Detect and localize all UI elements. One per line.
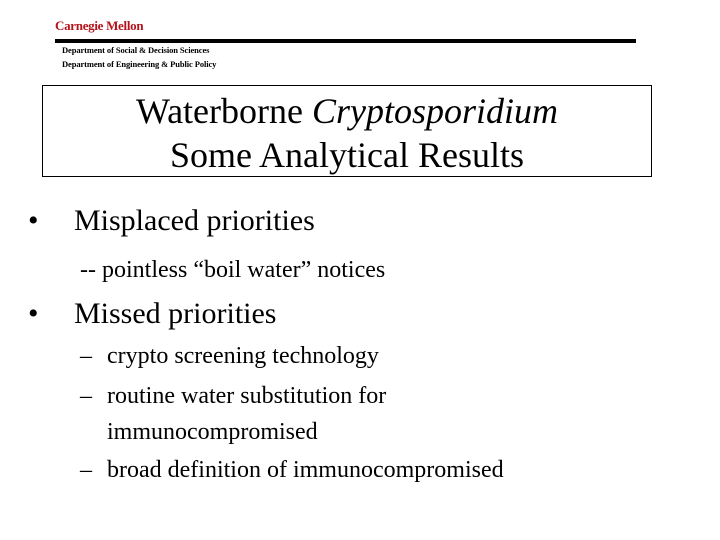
sub-bullet-marker: – <box>80 343 92 369</box>
sub-bullet-text: crypto screening technology <box>107 343 379 369</box>
sub-bullet-text: pointless “boil water” notices <box>101 257 386 283</box>
sub-bullet-marker: -- <box>80 257 96 283</box>
bullet-text: Misplaced priorities <box>74 204 315 237</box>
bullet-text: Missed priorities <box>74 297 277 330</box>
slide-title-box <box>42 85 652 177</box>
carnegie-mellon-logo: Carnegie Mellon <box>55 18 144 33</box>
sub-bullet-continuation: immunocompromised <box>107 419 318 445</box>
bullet-marker: • <box>28 297 39 330</box>
header-rule <box>55 39 636 43</box>
department-line-2: Department of Engineering & Public Policy <box>62 59 217 69</box>
title-plain-text: Waterborne <box>135 91 312 131</box>
sub-bullet-item <box>80 256 385 284</box>
title-line-2: Some Analytical Results <box>170 135 524 175</box>
bullet-item <box>28 204 315 238</box>
department-line-1: Department of Social & Decision Sciences <box>62 45 210 55</box>
title-line-1 <box>43 89 651 133</box>
sub-bullet-item <box>80 342 379 370</box>
title-italic-text: Cryptosporidium <box>311 91 559 131</box>
sub-bullet-item <box>80 456 504 484</box>
sub-bullet-marker: – <box>80 457 92 483</box>
sub-bullet-text: broad definition of immunocompromised <box>107 457 504 483</box>
bullet-marker: • <box>28 204 39 237</box>
bullet-item <box>28 297 277 331</box>
sub-bullet-marker: – <box>80 383 92 409</box>
sub-bullet-text: routine water substitution for <box>107 383 387 409</box>
sub-bullet-item <box>80 382 386 410</box>
